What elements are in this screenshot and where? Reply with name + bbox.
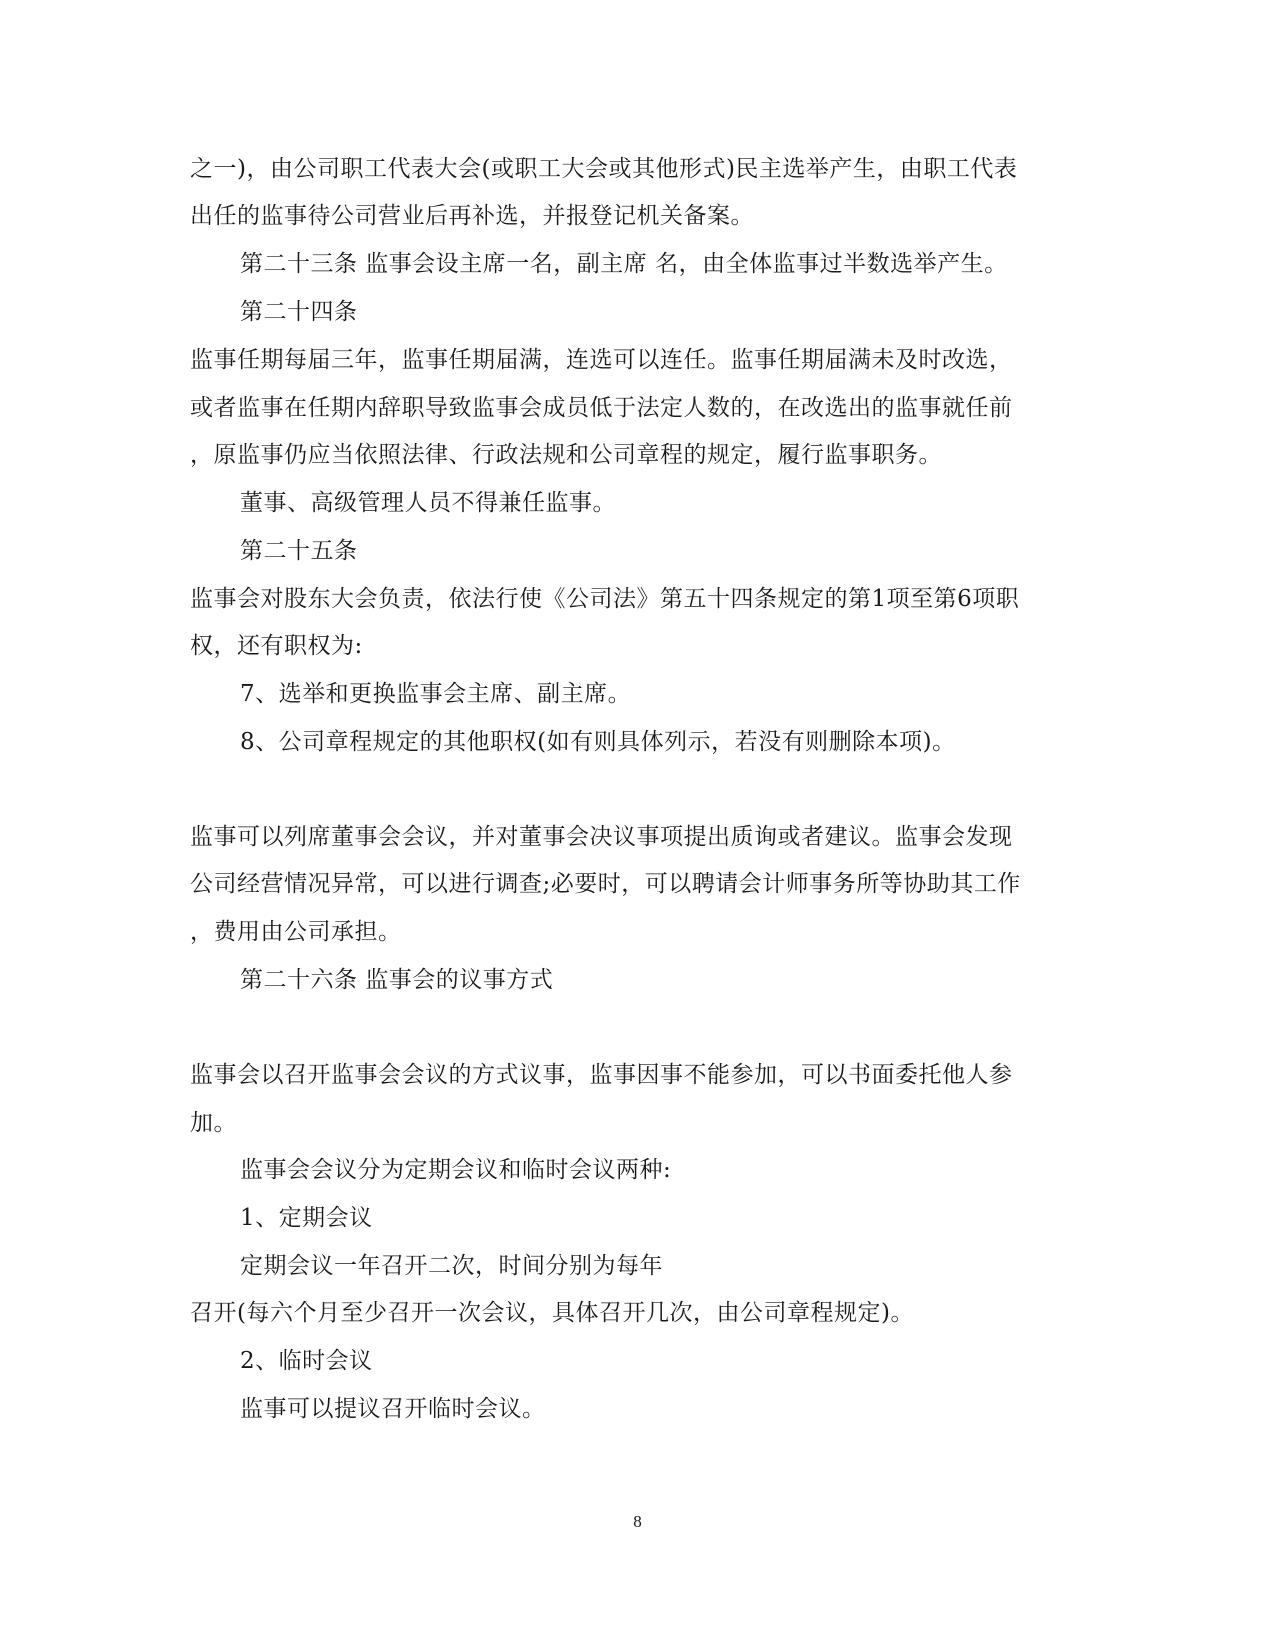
text-line: 定期会议一年召开二次，时间分别为每年 (240, 1253, 663, 1279)
text-line: 召开(每六个月至少召开一次会议，具体召开几次，由公司章程规定)。 (190, 1300, 914, 1326)
text-line: 董事、高级管理人员不得兼任监事。 (240, 490, 616, 516)
list-item: 8、公司章程规定的其他职权(如有则具体列示，若没有则删除本项)。 (240, 729, 956, 755)
text-line: 加。 (190, 1110, 237, 1136)
text-line: 监事可以提议召开临时会议。 (240, 1396, 546, 1422)
list-item: 1、定期会议 (240, 1205, 373, 1231)
page-number: 8 (633, 1512, 642, 1531)
text-line: 权，还有职权为: (190, 633, 363, 659)
text-line: ，原监事仍应当依照法律、行政法规和公司章程的规定，履行监事职务。 (190, 442, 942, 468)
text-line: ，费用由公司承担。 (190, 919, 402, 945)
text-line: 之一)，由公司职工代表大会(或职工大会或其他形式)民主选举产生，由职工代表 (190, 156, 1018, 182)
article-heading: 第二十五条 (240, 538, 358, 564)
text-line: 公司经营情况异常，可以进行调查;必要时，可以聘请会计师事务所等协助其工作 (190, 871, 1021, 897)
text-line: 第二十三条 监事会设主席一名，副主席 名，由全体监事过半数选举产生。 (240, 251, 1008, 277)
list-item: 7、选举和更换监事会主席、副主席。 (240, 681, 632, 707)
list-item: 2、临时会议 (240, 1348, 373, 1374)
text-line: 出任的监事待公司营业后再补选，并报登记机关备案。 (190, 203, 754, 229)
text-line: 监事任期每届三年，监事任期届满，连选可以连任。监事任期届满未及时改选， (190, 347, 1013, 373)
text-line: 监事会会议分为定期会议和临时会议两种: (240, 1157, 672, 1183)
article-heading: 第二十四条 (240, 299, 358, 325)
text-line: 监事会以召开监事会会议的方式议事，监事因事不能参加，可以书面委托他人参 (190, 1062, 1013, 1088)
text-line: 或者监事在任期内辞职导致监事会成员低于法定人数的，在改选出的监事就任前 (190, 395, 1013, 421)
article-heading: 第二十六条 监事会的议事方式 (240, 967, 554, 993)
text-line: 监事会对股东大会负责，依法行使《公司法》第五十四条规定的第1项至第6项职 (190, 586, 1020, 612)
text-line: 监事可以列席董事会会议，并对董事会决议事项提出质询或者建议。监事会发现 (190, 824, 1013, 850)
